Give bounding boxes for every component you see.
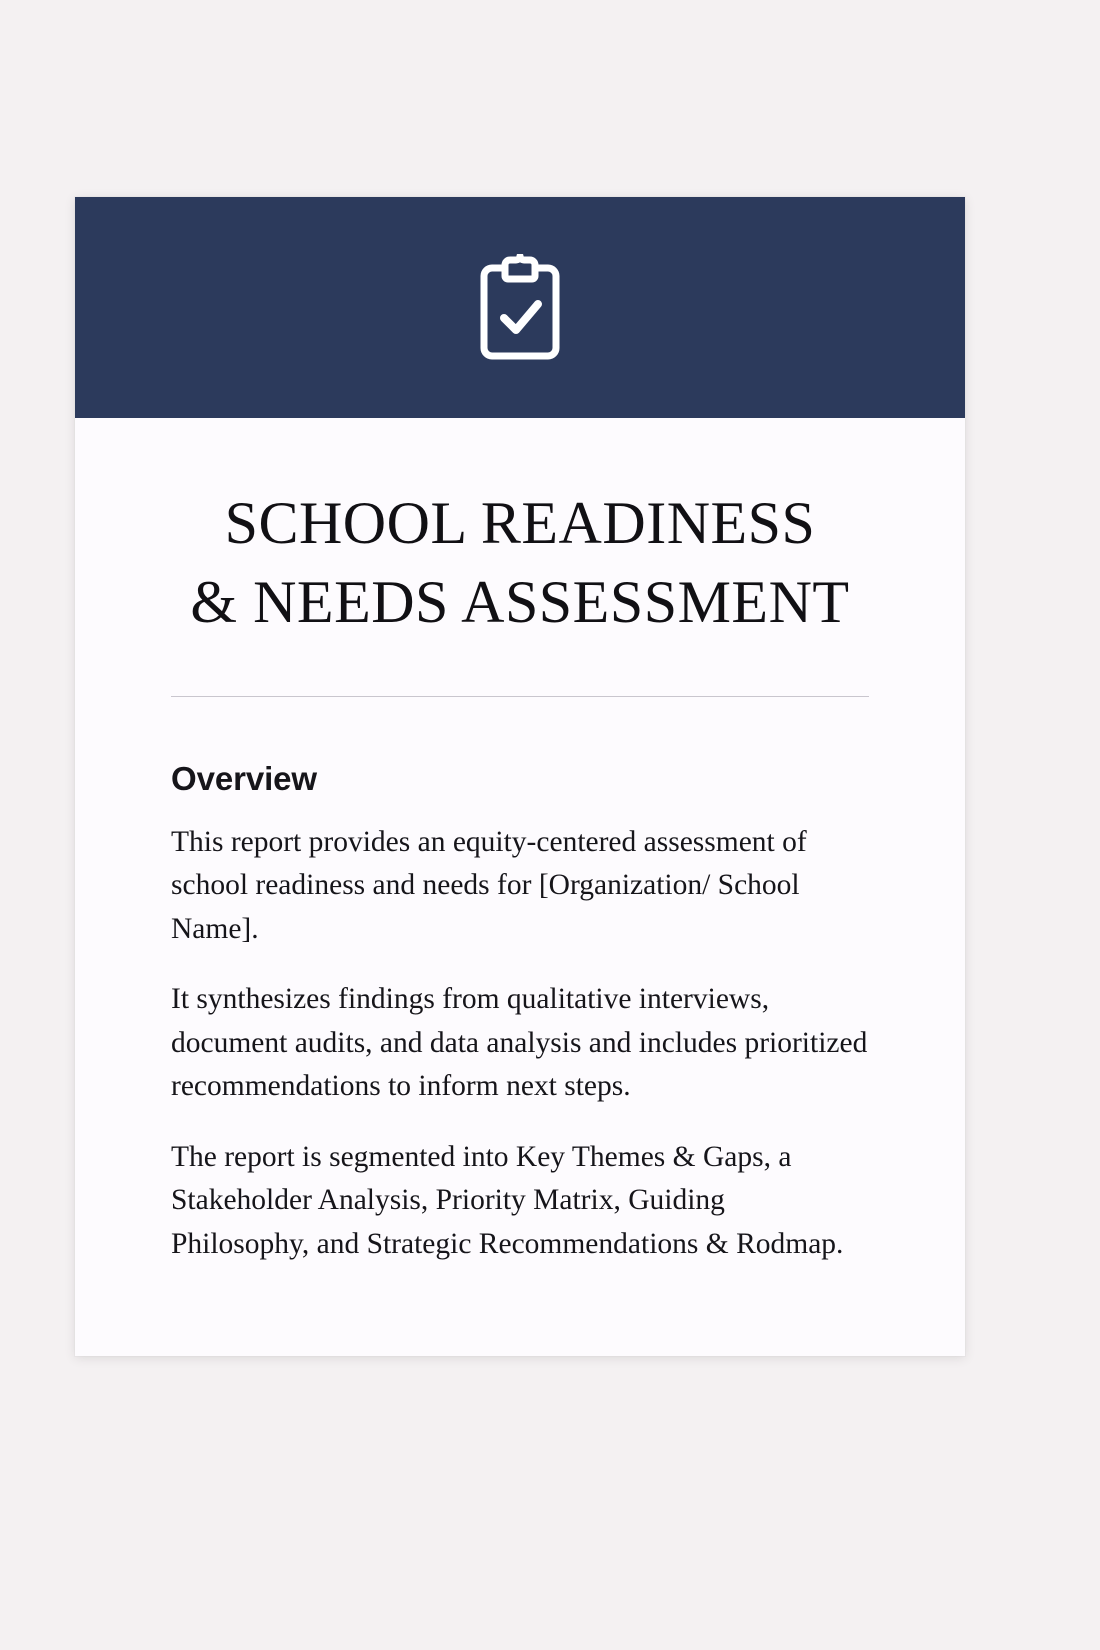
overview-paragraphs <box>171 821 869 1267</box>
page-title <box>171 418 869 642</box>
report-cover-card <box>75 197 965 1356</box>
title-divider <box>171 696 869 697</box>
page-title-line-2: & NEEDS ASSESSMENT <box>190 569 850 636</box>
clipboard-check-icon <box>474 254 566 362</box>
card-body <box>75 418 965 1266</box>
overview-heading: Overview <box>171 760 317 798</box>
card-header-band <box>75 197 965 418</box>
overview-paragraph-3: The report is segmented into Key Themes & Gaps, a Stakeholder Analysis, Priority Matrix, Guiding Philosophy, and Strategic Recommendations & Rodmap. <box>171 1140 844 1260</box>
overview-paragraph-1: This report provides an equity-centered assessment of school readiness and needs for [Organization/ School Name]. <box>171 825 807 945</box>
page-title-line-1: SCHOOL READINESS <box>224 490 816 556</box>
overview-paragraph-2: It synthesizes findings from qualitative interviews, document audits, and data analysis and includes prioritized recommendations to inform next steps. <box>171 983 868 1103</box>
